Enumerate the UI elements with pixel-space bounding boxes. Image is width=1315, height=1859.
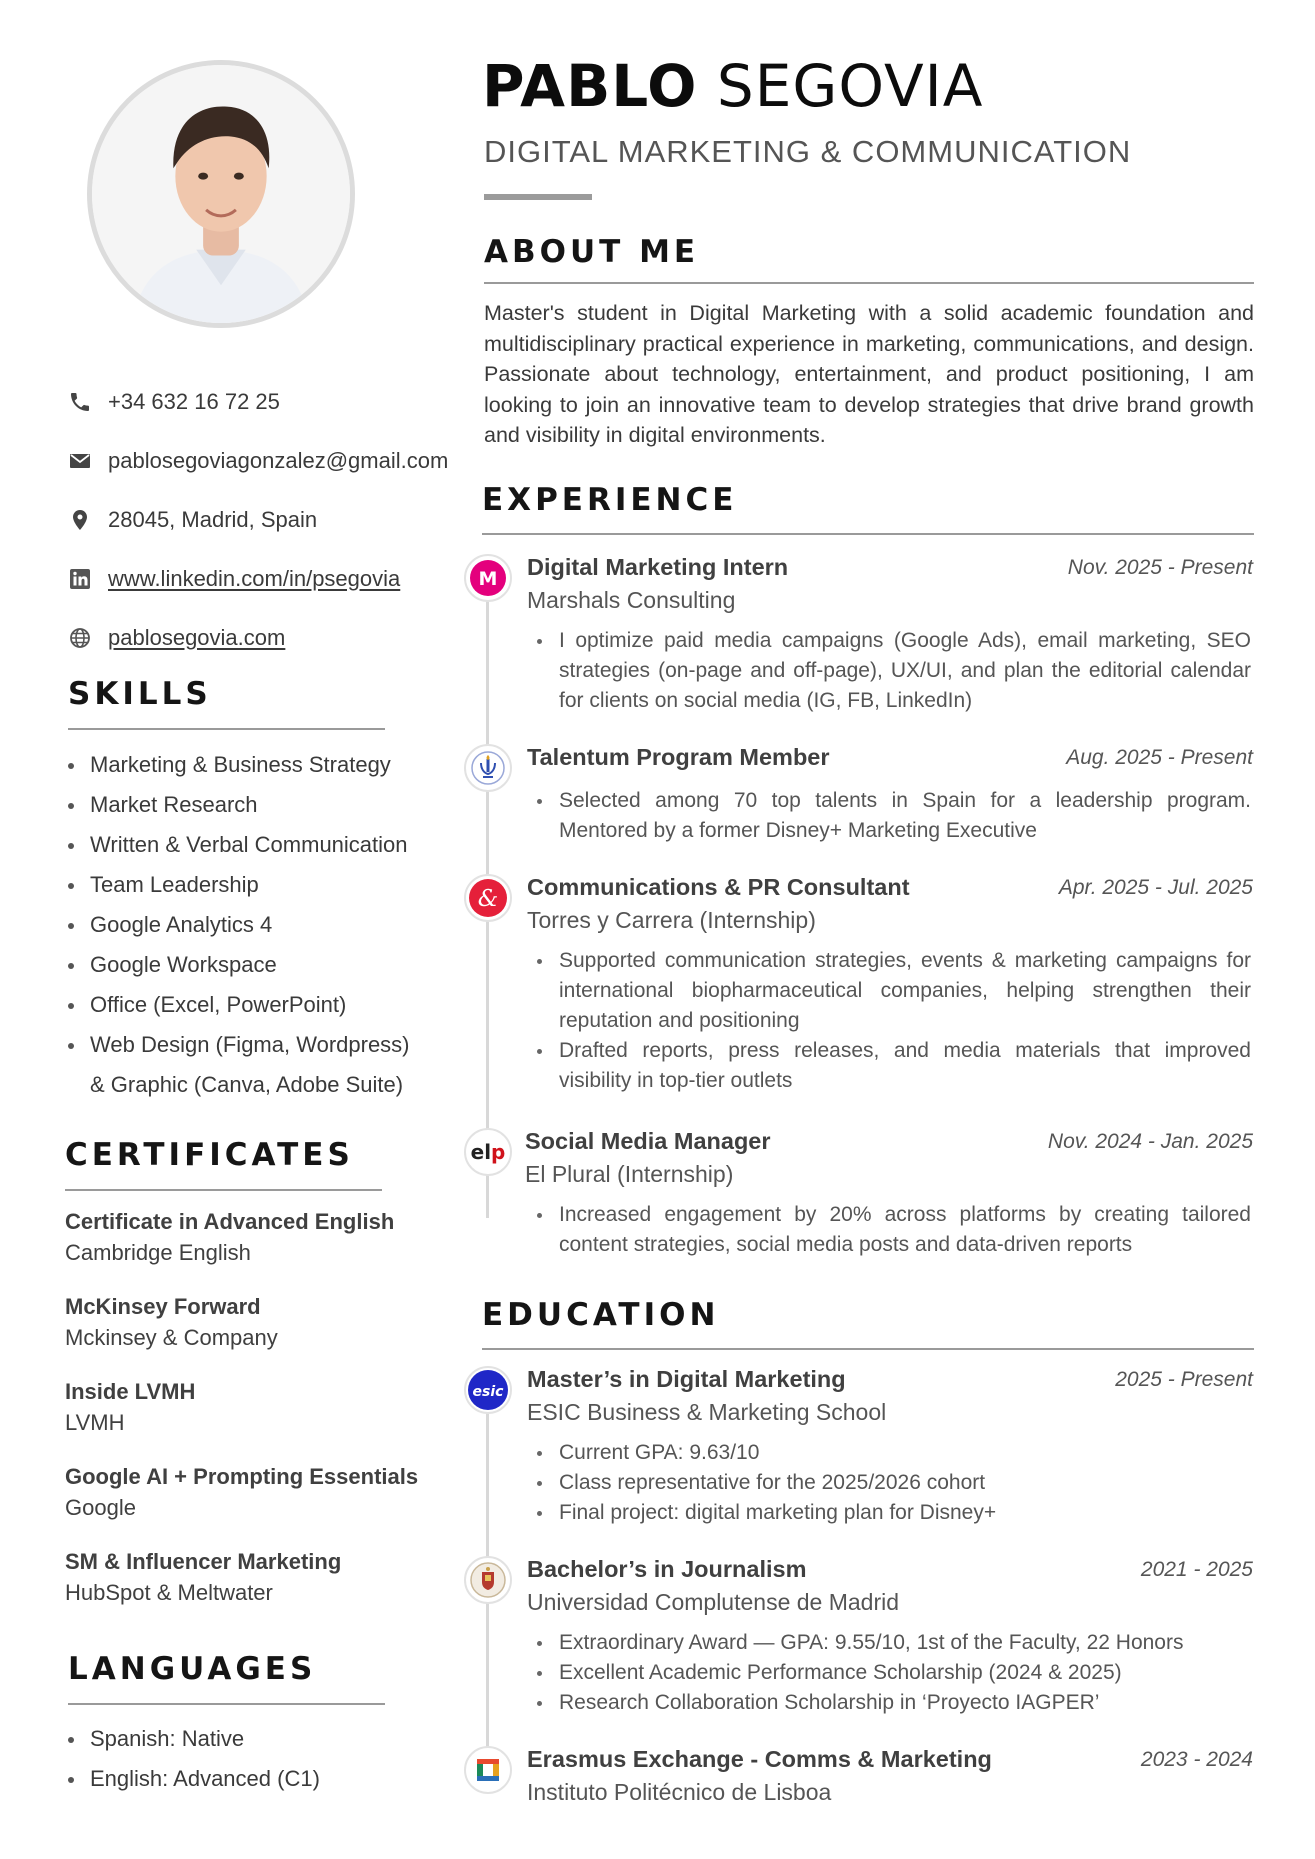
skill-item: Google Analytics 4 [64, 905, 464, 945]
certificate-item [65, 1206, 465, 1268]
about-divider [484, 282, 1254, 284]
website-link[interactable]: pablosegovia.com [108, 624, 286, 650]
skill-item: Written & Verbal Communication [64, 825, 464, 865]
el-plural-logo [464, 1128, 512, 1176]
certificate-item [65, 1461, 465, 1523]
skill-item-continuation: & Graphic (Canva, Adobe Suite) [90, 1072, 404, 1097]
skill-item: Team Leadership [64, 865, 464, 905]
contact-list [68, 372, 468, 667]
phone-number: +34 632 16 72 25 [108, 388, 280, 414]
certificate-item [65, 1291, 465, 1353]
globe-icon [68, 626, 92, 650]
education-heading: EDUCATION [482, 1297, 720, 1333]
experience-divider [482, 533, 1254, 535]
experience-bullets [531, 626, 1251, 716]
experience-title: Social Media Manager [525, 1128, 771, 1154]
linkedin-icon [68, 567, 92, 591]
talentum-logo [464, 744, 512, 792]
sidebar [0, 0, 470, 1859]
education-date: 2025 - Present [1115, 1368, 1253, 1391]
bullet-item: Excellent Academic Performance Scholarship (2024 & 2025) [531, 1658, 1251, 1688]
bullet-item: Supported communication strategies, events & marketing campaigns for international biopharmaceutical companies, helping strengthen their reputation and positioning [531, 946, 1251, 1036]
language-item: English: Advanced (C1) [64, 1759, 320, 1799]
job-title: DIGITAL MARKETING & COMMUNICATION [484, 134, 1132, 169]
experience-date: Aug. 2025 - Present [1066, 746, 1253, 769]
experience-date: Nov. 2025 - Present [1067, 556, 1253, 579]
education-date: 2021 - 2025 [1140, 1558, 1253, 1581]
bullet-item: Increased engagement by 20% across platforms by creating tailored content strategies, social media posts and data-driven reports [531, 1200, 1251, 1260]
experience-date: Apr. 2025 - Jul. 2025 [1058, 876, 1253, 899]
bullet-item: I optimize paid media campaigns (Google Ads), email marketing, SEO strategies (on-page and off-page), UX/UI, and plan the editorial calendar for clients on social media (IG, FB, LinkedIn) [531, 626, 1251, 716]
certificate-issuer: Google [65, 1495, 136, 1520]
education-bullets [531, 1628, 1251, 1718]
skills-list [64, 745, 464, 1105]
experience-bullets [531, 786, 1251, 846]
marshals-logo [464, 554, 512, 602]
certificate-name: Inside LVMH [65, 1379, 196, 1404]
esic-logo [464, 1366, 512, 1414]
bullet-item: Research Collaboration Scholarship in ‘Proyecto IAGPER’ [531, 1688, 1251, 1718]
svg-text:M: M [478, 568, 498, 590]
experience-org: Marshals Consulting [527, 587, 736, 613]
svg-text:elp: elp [470, 1140, 506, 1164]
experience-org: Torres y Carrera (Internship) [527, 907, 816, 933]
ipl-logo [464, 1746, 512, 1794]
education-title: Erasmus Exchange - Comms & Marketing [527, 1746, 992, 1772]
skill-item: Office (Excel, PowerPoint) [64, 985, 464, 1025]
education-divider [482, 1348, 1254, 1350]
languages-list [64, 1719, 320, 1799]
certificate-name: McKinsey Forward [65, 1294, 261, 1319]
bullet-item: Final project: digital marketing plan for Disney+ [531, 1498, 1251, 1528]
experience-bullets [531, 946, 1251, 1096]
about-heading: ABOUT ME [484, 234, 700, 270]
mail-icon [68, 449, 92, 473]
certificate-name: Google AI + Prompting Essentials [65, 1464, 419, 1489]
candidate-name [482, 52, 983, 120]
complutense-crest-logo [464, 1556, 512, 1604]
torres-y-carrera-logo [464, 874, 512, 922]
education-org: Instituto Politécnico de Lisboa [527, 1779, 832, 1805]
certificate-issuer: HubSpot & Meltwater [65, 1580, 273, 1605]
experience-title: Talentum Program Member [527, 744, 830, 770]
svg-text:esic: esic [472, 1384, 504, 1400]
certificate-issuer: Mckinsey & Company [65, 1325, 278, 1350]
certificate-item [65, 1546, 465, 1608]
certificate-issuer: LVMH [65, 1410, 125, 1435]
contact-website [68, 608, 468, 667]
skills-divider [68, 728, 385, 730]
education-date: 2023 - 2024 [1140, 1748, 1253, 1771]
profile-photo-image [92, 65, 350, 323]
email-address[interactable]: pablosegoviagonzalez@gmail.com [108, 447, 449, 473]
skill-item: Web Design (Figma, Wordpress) [64, 1025, 464, 1065]
language-item: Spanish: Native [64, 1719, 320, 1759]
education-bullets [531, 1438, 1251, 1528]
education-title: Bachelor’s in Journalism [527, 1556, 807, 1582]
skill-item: Google Workspace [64, 945, 464, 985]
education-org: Universidad Complutense de Madrid [527, 1589, 900, 1615]
experience-bullets [531, 1200, 1251, 1260]
languages-heading: LANGUAGES [68, 1651, 317, 1687]
contact-location [68, 490, 468, 549]
certificate-name: SM & Influencer Marketing [65, 1549, 342, 1574]
certificate-item [65, 1376, 465, 1438]
experience-heading: EXPERIENCE [482, 482, 738, 518]
bullet-item: Drafted reports, press releases, and media materials that improved visibility in top-tier outlets [531, 1036, 1251, 1096]
skills-heading: SKILLS [68, 676, 212, 712]
skill-item: Marketing & Business Strategy [64, 745, 464, 785]
bullet-item: Extraordinary Award — GPA: 9.55/10, 1st of the Faculty, 22 Honors [531, 1628, 1251, 1658]
phone-icon [68, 390, 92, 414]
experience-date: Nov. 2024 - Jan. 2025 [1047, 1130, 1253, 1153]
certificate-name: Certificate in Advanced English [65, 1209, 395, 1234]
svg-text:&: & [477, 886, 499, 912]
contact-email [68, 431, 468, 490]
experience-org: El Plural (Internship) [525, 1161, 734, 1187]
location-pin-icon [68, 508, 92, 532]
skill-item: Market Research [64, 785, 464, 825]
certificate-issuer: Cambridge English [65, 1240, 251, 1265]
linkedin-link[interactable]: www.linkedin.com/in/psegovia [108, 565, 401, 591]
experience-title: Communications & PR Consultant [527, 874, 910, 900]
bullet-item: Selected among 70 top talents in Spain for a leadership program. Mentored by a former Disney+ Marketing Executive [531, 786, 1251, 846]
languages-divider [68, 1703, 385, 1705]
education-title: Master’s in Digital Marketing [527, 1366, 846, 1392]
location-text: 28045, Madrid, Spain [108, 506, 318, 532]
certificates-divider [65, 1189, 382, 1191]
education-org: ESIC Business & Marketing School [527, 1399, 887, 1425]
contact-linkedin [68, 549, 468, 608]
first-name: PABLO [482, 52, 698, 120]
certificates-heading: CERTIFICATES [65, 1137, 354, 1173]
about-text: Master's student in Digital Marketing with a solid academic foundation and multidisciplinary practical experience in marketing, communications, and design. Passionate about technology, entertainment, and product positioning, I am looking to join an innovative team to develop strategies that drive brand growth and visibility in digital environments. [484, 301, 1254, 447]
last-name: SEGOVIA [716, 52, 984, 120]
contact-phone [68, 372, 468, 431]
bullet-item: Class representative for the 2025/2026 cohort [531, 1468, 1251, 1498]
certificates-list [65, 1206, 465, 1631]
experience-title: Digital Marketing Intern [527, 554, 789, 580]
profile-photo [87, 60, 355, 328]
bullet-item: Current GPA: 9.63/10 [531, 1438, 1251, 1468]
title-accent-bar [484, 194, 592, 200]
